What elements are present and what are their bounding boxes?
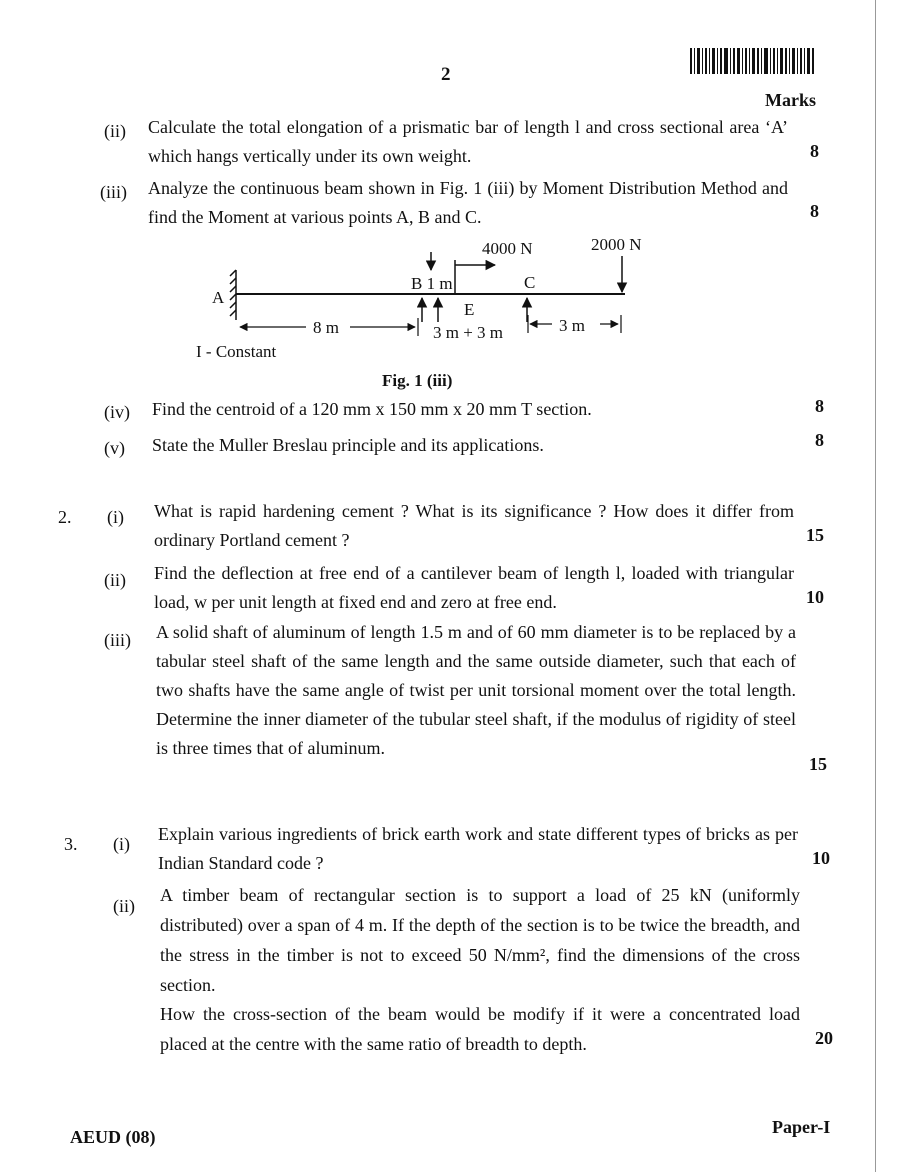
label-A: A <box>212 288 225 307</box>
q1-ii-marks: 8 <box>810 141 819 161</box>
q1-iv-marks: 8 <box>815 396 824 416</box>
q2-ii-number: (ii) <box>104 570 126 590</box>
q1-v-number: (v) <box>104 438 125 458</box>
q1-iii-marks: 8 <box>810 201 819 221</box>
label-C: C <box>524 273 536 292</box>
q2-i-text: What is rapid hardening cement ? What is its significance ? How does it differ from ordinary Portland cement ? <box>154 501 794 550</box>
figure-caption: Fig. 1 (iii) <box>382 371 453 390</box>
label-B1m: B 1 m <box>411 274 453 293</box>
q2-iii-text: A solid shaft of aluminum of length 1.5 m and of 60 mm diameter is to be replaced by a tabular steel shaft of the same length and the same outside diameter, such that each of two shafts have the same angle of twist per unit torsional moment over the total length. Determine the inner diameter of the tubular steel shaft, if the modulus of rigidity of steel is three times that of aluminum. <box>156 622 796 758</box>
q2-iii-marks: 15 <box>809 754 827 774</box>
q3-i-text: Explain various ingredients of brick earth work and state different types of bricks as per Indian Standard code ? <box>158 824 798 873</box>
fixed-support-A <box>230 270 236 320</box>
q2-ii-text: Find the deflection at free end of a cantilever beam of length l, loaded with triangular load, w per unit length at fixed end and zero at free end. <box>154 563 794 612</box>
label-3m3m: 3 m + 3 m <box>433 323 504 342</box>
label-2000N: 2000 N <box>591 235 642 254</box>
q1-iv-number: (iv) <box>104 402 130 422</box>
beam-figure <box>0 0 900 400</box>
q1-iii-number: (iii) <box>100 182 127 202</box>
q2-i-number: (i) <box>107 507 124 527</box>
q1-ii-text: Calculate the total elongation of a prismatic bar of length l and cross sectional area ‘A’ which hangs vertically under its own weight. <box>148 117 788 166</box>
footer-code: AEUD (08) <box>70 1127 156 1147</box>
marks-heading: Marks <box>765 90 816 110</box>
q2-number: 2. <box>58 507 72 527</box>
q1-ii-number: (ii) <box>104 121 126 141</box>
label-E: E <box>464 300 475 319</box>
page-number: 2 <box>441 64 451 85</box>
q1-iv-text: Find the centroid of a 120 mm x 150 mm x 20 mm T section. <box>152 399 592 419</box>
q1-iii-text: Analyze the continuous beam shown in Fig. 1 (iii) by Moment Distribution Method and find the Moment at various points A, B and C. <box>148 178 788 227</box>
q1-v-text: State the Muller Breslau principle and its applications. <box>152 435 544 455</box>
q2-i-marks: 15 <box>806 525 824 545</box>
q1-v-marks: 8 <box>815 430 824 450</box>
label-I-constant: I - Constant <box>196 342 277 361</box>
label-4000N: 4000 N <box>482 239 533 258</box>
q3-ii-text2: How the cross-section of the beam would be modify if it were a concentrated load placed at the centre with the same ratio of breadth to depth. <box>160 1004 800 1054</box>
q3-ii-marks: 20 <box>815 1028 833 1048</box>
footer-paper: Paper-I <box>772 1117 831 1137</box>
q3-i-marks: 10 <box>812 848 830 868</box>
q2-ii-marks: 10 <box>806 587 824 607</box>
q3-ii-text: A timber beam of rectangular section is to support a load of 25 kN (uniformly distributed) over a span of 4 m. If the depth of the section is to be twice the breadth, and the stress in the timber is not to exceed 50 N/mm², find the dimensions of the cross section. <box>160 885 800 995</box>
q3-number: 3. <box>64 834 78 854</box>
label-8m: 8 m <box>313 318 339 337</box>
label-3m: 3 m <box>559 316 585 335</box>
q3-i-number: (i) <box>113 834 130 854</box>
q3-ii-number: (ii) <box>113 896 135 916</box>
q2-iii-number: (iii) <box>104 630 131 650</box>
